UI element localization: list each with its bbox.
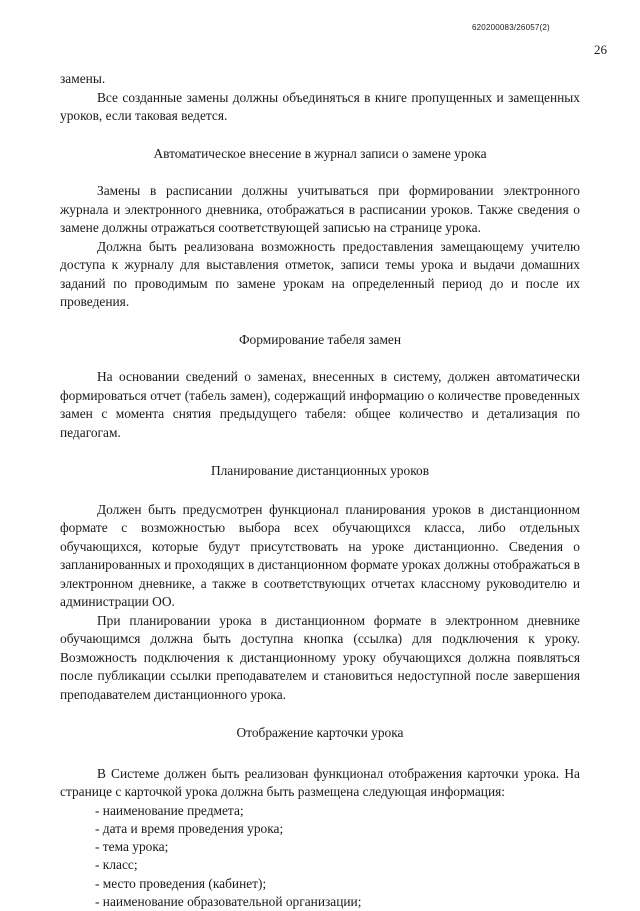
- section-heading: Формирование табеля замен: [60, 331, 580, 350]
- list-item: - наименование предмета;: [95, 802, 580, 820]
- section-heading: Отображение карточки урока: [60, 724, 580, 743]
- paragraph: Все созданные замены должны объединяться в книге пропущенных и замещенных уроков, если таковая ведется.: [60, 89, 580, 126]
- paragraph: Должен быть предусмотрен функционал планирования уроков в дистанционном формате с возможностью выбора всех обучающихся класса, либо отдельных обучающихся, которые будут присутствовать на уроке дистанционно. Сведения о запланированных и проходящих в дистанционном формате уроках должны отображаться в электронном дневнике, а также в соответствующих отчетах классному руководителю и администрации ОО.: [60, 501, 580, 612]
- paragraph: Должна быть реализована возможность предоставления замещающему учителю доступа к журналу для выставления отметок, записи темы урока и выдачи домашних заданий по проводимым по замене урокам на определенный период до и после их проведения.: [60, 238, 580, 312]
- paragraph: В Системе должен быть реализован функционал отображения карточки урока. На странице с карточкой урока должна быть размещена следующая информация:: [60, 765, 580, 802]
- list-item: - класс;: [95, 856, 580, 874]
- document-body: [60, 70, 580, 911]
- paragraph: Замены в расписании должны учитываться при формировании электронного журнала и электронного дневника, отображаться в расписании уроков. Также сведения о замене должны отражаться соответствующей записью на странице урока.: [60, 182, 580, 238]
- section-heading: Автоматическое внесение в журнал записи о замене урока: [60, 145, 580, 164]
- list-item: - тема урока;: [95, 838, 580, 856]
- section-heading: Планирование дистанционных уроков: [60, 462, 580, 481]
- paragraph: При планировании урока в дистанционном формате в электронном дневнике обучающимся должна быть доступна кнопка (ссылка) для подключения к уроку. Возможность подключения к дистанционному уроку обучающихся должна появляться после публикации ссылки преподавателем и становиться недоступной после завершения преподавателем дистанционного урока.: [60, 612, 580, 705]
- doc-code: 620200083/26057(2): [472, 23, 550, 32]
- list-item: - место проведения (кабинет);: [95, 875, 580, 893]
- page-number: 26: [594, 42, 607, 58]
- info-list: [60, 802, 580, 911]
- list-item: - дата и время проведения урока;: [95, 820, 580, 838]
- list-item: - наименование образовательной организации;: [95, 893, 580, 911]
- paragraph: замены.: [60, 70, 580, 89]
- paragraph: На основании сведений о заменах, внесенных в систему, должен автоматически формироваться отчет (табель замен), содержащий информацию о количестве проведенных замен с момента снятия предыдущего табеля: общее количество и детализация по педагогам.: [60, 368, 580, 442]
